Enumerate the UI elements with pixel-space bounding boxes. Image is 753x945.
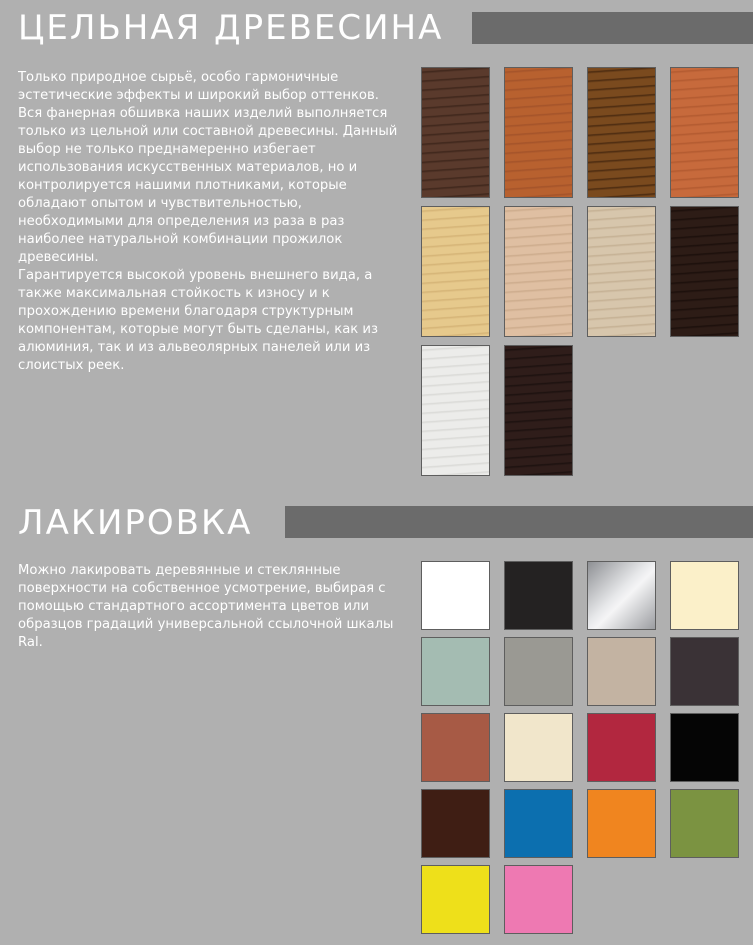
lacquer-swatch <box>504 637 573 706</box>
lacquer-swatch <box>670 789 739 858</box>
wood-paragraph-3: Гарантируется высокой уровень внешнего вида, а также максимальная стойкость к износу и к прохождению времени благодаря структурным компонентам, которые могут быть сделаны, как из алюминия, так и из альвеолярных панелей или из слоистых реек. <box>18 268 379 373</box>
lacquer-swatch <box>421 865 490 934</box>
lacquer-swatch <box>587 789 656 858</box>
lacquer-swatch <box>421 713 490 782</box>
wood-swatch <box>670 67 739 198</box>
lacquer-swatch <box>421 561 490 630</box>
lacquer-swatch <box>504 561 573 630</box>
wood-swatch <box>421 206 490 337</box>
wood-swatch <box>670 206 739 337</box>
lacquer-swatch <box>421 637 490 706</box>
lacquer-swatch <box>587 637 656 706</box>
section-title-wood: ЦЕЛЬНАЯ ДРЕВЕСИНА <box>18 8 444 48</box>
lacquer-swatch <box>587 713 656 782</box>
lacquer-swatch <box>670 713 739 782</box>
lacquer-swatch <box>670 637 739 706</box>
wood-swatch <box>587 206 656 337</box>
wood-paragraph-2: Вся фанерная обшивка наших изделий выполняется только из цельной или составной древесины. Данный выбор не только преднамеренно избегает использования искусственных материалов, но и контролируется нашими плотниками, которые обладают опытом и чувствительностью, необходимыми для определения из раза в раз наиболее натуральной комбинации прожилок древесины. <box>18 106 398 265</box>
wood-swatch <box>504 206 573 337</box>
wood-swatch <box>504 345 573 476</box>
section-title-lacquer: ЛАКИРОВКА <box>18 503 253 543</box>
lacquer-swatch <box>670 561 739 630</box>
wood-swatch <box>421 67 490 198</box>
section-title-bar <box>285 506 753 538</box>
lacquer-description: Можно лакировать деревянные и стеклянные поверхности на собственное усмотрение, выбирая с помощью стандартного ассортимента цветов или образцов градаций универсальной ссылочной шкалы Ral. <box>18 563 394 650</box>
lacquer-swatch <box>504 865 573 934</box>
wood-description <box>18 69 408 375</box>
lacquer-swatch <box>587 561 656 630</box>
wood-swatch <box>504 67 573 198</box>
section-title-bar <box>472 12 753 44</box>
wood-swatch <box>587 67 656 198</box>
wood-paragraph-1: Только природное сырьё, особо гармоничные эстетические эффекты и широкий выбор оттенков. <box>18 70 379 103</box>
lacquer-swatch <box>504 789 573 858</box>
wood-swatch <box>421 345 490 476</box>
lacquer-swatch <box>421 789 490 858</box>
lacquer-swatch <box>504 713 573 782</box>
